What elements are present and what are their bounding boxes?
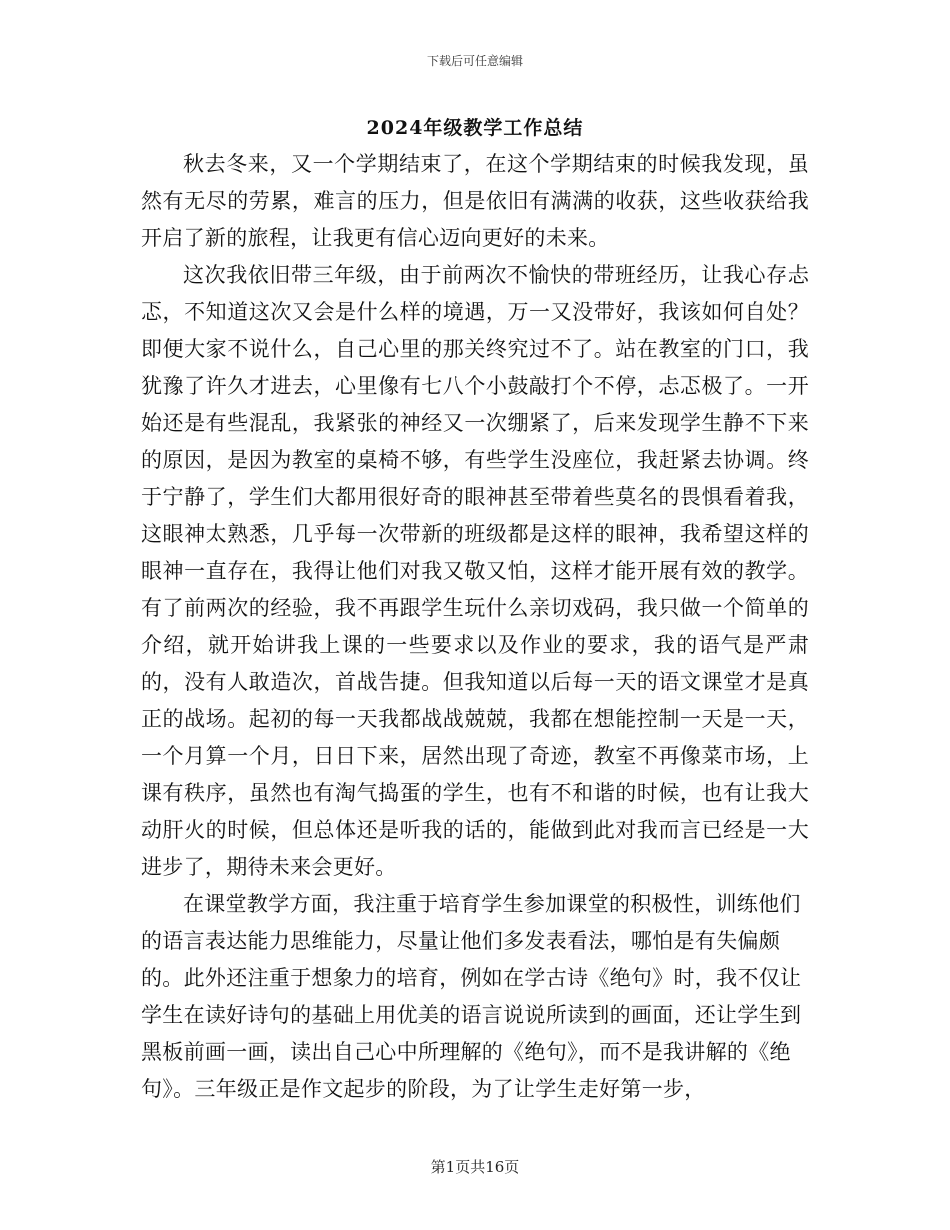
paragraph-classroom-teaching: 在课堂教学方面，我注重于培育学生参加课堂的积极性，训练他们的语言表达能力思维能力，尽量让他们多发表看法，哪怕是有失偏颇的。此外还注重于想象力的培育，例如在学古诗《绝句》时，我不仅让学生在读好诗句的基础上用优美的语言说说所读到的画面，还让学生到黑板前画一画，读出自己心中所理解的《绝句》，而不是我讲解的《绝句》。三年级正是作文起步的阶段，为了让学生走好第一步，: [141, 892, 802, 1101]
page-number: 第1页共16页: [430, 1158, 520, 1176]
document-title: 2024年级教学工作总结: [366, 117, 584, 139]
document-body: [141, 146, 809, 1108]
paragraph-intro: 秋去冬来，又一个学期结束了，在这个学期结束的时候我发现，虽然有无尽的劳累，难言的压力，但是依旧有满满的收获，这些收获给我开启了新的旅程，让我更有信心迈向更好的未来。: [141, 152, 809, 250]
paragraph-class-management: 这次我依旧带三年级，由于前两次不愉快的带班经历，让我心存忐忑，不知道这次又会是什么样的境遇，万一又没带好，我该如何自处？即便大家不说什么，自己心里的那关终究过不了。站在教室的门口，我犹豫了许久才进去，心里像有七八个小鼓敲打个不停，忐忑极了。一开始还是有些混乱，我紧张的神经又一次绷紧了，后来发现学生静不下来的原因，是因为教室的桌椅不够，有些学生没座位，我赶紧去协调。终于宁静了，学生们大都用很好奇的眼神甚至带着些莫名的畏惧看着我，这眼神太熟悉，几乎每一次带新的班级都是这样的眼神，我希望这样的眼神一直存在，我得让他们对我又敬又怕，这样才能开展有效的教学。有了前两次的经验，我不再跟学生玩什么亲切戏码，我只做一个简单的介绍，就开始讲我上课的一些要求以及作业的要求，我的语气是严肃的，没有人敢造次，首战告捷。但我知道以后每一天的语文课堂才是真正的战场。起初的每一天我都战战兢兢，我都在想能控制一天是一天，一个月算一个月，日日下来，居然出现了奇迹，教室不再像菜市场，上课有秩序，虽然也有淘气捣蛋的学生，也有不和谐的时候，也有让我大动肝火的时候，但总体还是听我的话的，能做到此对我而言已经是一大进步了，期待未来会更好。: [141, 263, 809, 879]
page-header-note: 下载后可任意编辑: [426, 54, 523, 68]
